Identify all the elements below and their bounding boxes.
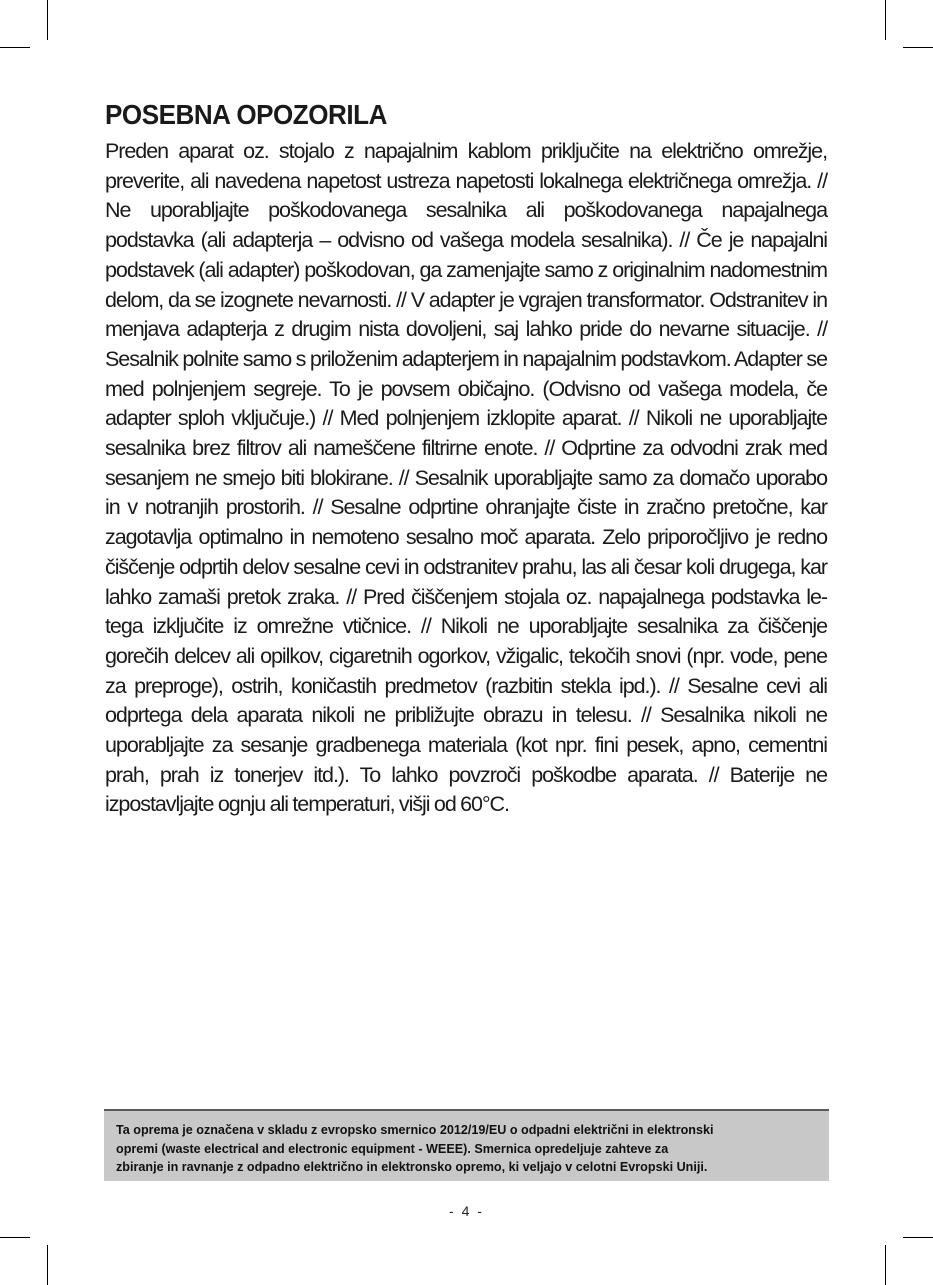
crop-mark-bottom-right-vertical [885,1245,886,1285]
crop-mark-bottom-left-vertical [47,1245,48,1285]
weee-notice-line: zbiranje in ravnanje z odpadno električno in elektronsko opremo, ki veljajo v celotni Evropski Uniji. [116,1160,708,1174]
crop-mark-top-left-horizontal [0,47,30,48]
crop-mark-top-left-vertical [47,0,48,40]
weee-notice-line: Ta oprema je označena v skladu z evropsko smernico 2012/19/EU o odpadni električni in elektronski [116,1123,714,1137]
section-title: POSEBNA OPOZORILA [105,99,387,130]
warnings-paragraph: Preden aparat oz. stojalo z napajalnim kablom priključite na električno omrežje, preverite, ali navedena napetost ustreza napetosti lokalnega električnega omrežja. // Ne uporabljajte poškodovanega sesalnika ali poškodovanega napajalnega podstavka (ali adapterja – odvisno od vašega modela sesalnika). // Če je napajalni podstavek (ali adapter) poškodovan, ga zamenjajte samo z originalnim nadomestnim delom, da se izognete nevarnosti. // V adapter je vgrajen transformator. Odstranitev in menjava adapterja z drugim nista dovoljeni, saj lahko pride do nevarne situacije. // Sesalnik polnite samo s priloženim adapterjem in napajalnim podstavkom. Adapter se med polnjenjem segreje. To je povsem običajno. (Odvisno od vašega modela, če adapter sploh vključuje.) // Med polnjenjem izklopite aparat. // Nikoli ne uporabljajte sesalnika brez filtrov ali nameščene filtrirne enote. // Odprtine za odvodni zrak med sesanjem ne smejo biti blokirane. // Sesalnik uporabljajte samo za domačo uporabo in v notranjih prostorih. // Sesalne odprtine ohranjajte čiste in zračno pretočne, kar zagotavlja optimalno in nemoteno sesalno moč aparata. Zelo priporočljivo je redno čiščenje odprtih delov sesalne cevi in odstranitev prahu, las ali česar koli drugega, kar lahko zamaši pretok zraka. // Pred čiščenjem stojala oz. napajalnega podstavka le-tega izključite iz omrežne vtičnice. // Nikoli ne uporabljajte sesalnika za čiščenje gorečih delcev ali opilkov, cigaretnih ogorkov, vžigalic, tekočih snovi (npr. vode, pene za preproge), ostrih, koničastih predmetov (razbitin stekla ipd.). // Sesalne cevi ali odprtega dela aparata nikoli ne približujte obrazu in telesu. // Sesalnika nikoli ne uporabljajte za sesanje gradbenega materiala (kot npr. fini pesek, apno, cementni prah, prah iz tonerjev itd.). To lahko povzroči poškodbe aparata. // Baterije ne izpostavljajte ognju ali temperaturi, višji od 60°C. [105,139,827,817]
weee-notice-line: opremi (waste electrical and electronic equipment - WEEE). Smernica opredeljuje zahteve za [116,1141,669,1156]
weee-notice-box [104,1109,829,1181]
crop-mark-top-right-vertical [885,0,886,40]
crop-mark-bottom-left-horizontal [0,1237,30,1238]
crop-mark-bottom-right-horizontal [903,1237,933,1238]
page-number: - 4 - [449,1203,484,1219]
crop-mark-top-right-horizontal [903,47,933,48]
